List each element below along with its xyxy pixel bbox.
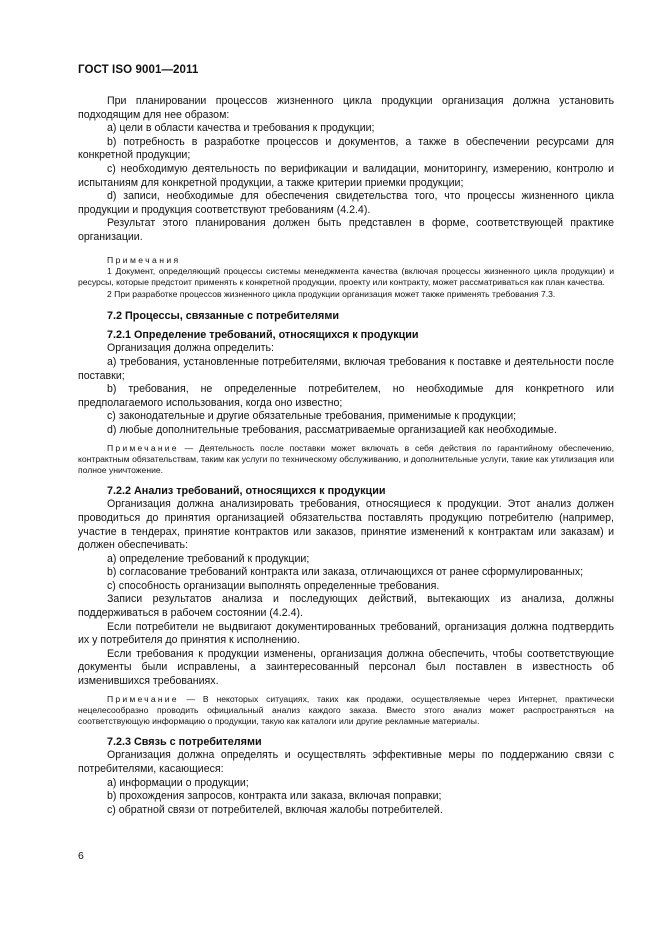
list-item: с) необходимую деятельность по верификации и валидации, мониторингу, измерению, контролю и испытаниям для конкретной продукции, а также критерии приемки продукции; [78, 162, 614, 189]
list-item: с) законодательные и другие обязательные требования, применимые к продукции; [107, 410, 517, 423]
list-item: с) обратной связи от потребителей, включая жалобы потребителей. [107, 803, 443, 816]
subsection-heading: 7.2.2 Анализ требований, относящихся к продукции [107, 484, 386, 497]
note-text: — В некоторых ситуациях, таких как продажи, осуществляемые через Интернет, практически нецелесообразно проводить официальный анализ каждого заказа. Вместо этого анализ может распространяться на соответствующую информацию о продукции, такую как каталоги или другие рекламные материалы. [78, 693, 614, 727]
list-item: а) требования, установленные потребителями, включая требования к поставке и деятельности после поставки; [78, 355, 614, 382]
paragraph: При планировании процессов жизненного цикла продукции организация должна установить подходящим для нее образом: [78, 95, 614, 121]
list-item: а) информации о продукции; [107, 776, 249, 789]
list-item: с) способность организации выполнять определенные требования. [107, 579, 440, 592]
paragraph: Организация должна анализировать требования, относящиеся к продукции. Этот анализ должен проводиться до принятия организацией обязательства поставлять продукцию потребителю (например, участие в тендерах, принятие контрактов или заказов, принятие изменений к контрактам или заказам) и должен обеспечивать: [78, 498, 614, 552]
list-item: b) потребность в разработке процессов и документов, а также в обеспечении ресурсами для конкретной продукции; [78, 135, 614, 162]
paragraph: Если потребители не выдвигают документированных требований, организация должна подтвердить их у потребителя до принятия к исполнению. [78, 620, 614, 647]
note-text: — Деятельность после поставки может включать в себя действия по гарантийному обеспечению, контрактным обязательствам, таким как услуги по техническому обслуживанию, и дополнительные услуги, такие как утилизация или полное уничтожение. [78, 442, 614, 476]
note-label: Примечание [107, 442, 179, 453]
note-item: 2 При разработке процессов жизненного цикла продукции организация может также применять требования 7.3. [107, 288, 556, 299]
note [78, 443, 614, 477]
page-number: 6 [78, 850, 84, 862]
page-content [78, 95, 614, 817]
list-item: а) определение требований к продукции; [107, 552, 310, 565]
note-label: Примечание [107, 693, 179, 704]
list-item: b) согласование требований контракта или заказа, отличающихся от ранее сформулированных; [107, 566, 584, 579]
paragraph: Организация должна определять и осуществлять эффективные меры по поддержанию связи с потребителями, касающиеся: [78, 749, 614, 776]
note [78, 694, 614, 728]
section-heading: 7.2 Процессы, связанные с потребителями [107, 310, 339, 323]
paragraph: Если требования к продукции изменены, организация должна обеспечить, чтобы соответствующие документы были исправлены, а заинтересованный персонал был поставлен в известность об изменившихся требованиях. [78, 647, 614, 688]
list-item: а) цели в области качества и требования к продукции; [107, 122, 375, 135]
list-item: b) требования, не определенные потребителем, но необходимые для конкретного или предполагаемого использования, когда оно известно; [78, 383, 614, 409]
document-header: ГОСТ ISO 9001—2011 [78, 64, 199, 76]
note-item: 1 Документ, определяющий процессы системы менеджмента качества (включая процессы жизненного цикла продукции) и ресурсы, которые предстоит применять к конкретной продукции, проекту или контракту, может рассматриваться как план качества. [78, 265, 614, 288]
paragraph: Записи результатов анализа и последующих действий, вытекающих из анализа, должны поддерживаться в рабочем состоянии (4.2.4). [78, 593, 614, 620]
subsection-heading: 7.2.3 Связь с потребителями [107, 735, 262, 748]
paragraph: Организация должна определить: [107, 342, 274, 355]
list-item: d) любые дополнительные требования, рассматриваемые организацией как необходимые. [107, 423, 557, 436]
notes-heading: Примечания [107, 254, 181, 265]
subsection-heading: 7.2.1 Определение требований, относящихся к продукции [107, 328, 419, 341]
list-item: b) прохождения запросов, контракта или заказа, включая поправки; [107, 790, 442, 803]
paragraph: Результат этого планирования должен быть представлен в форме, соответствующей практике организации. [78, 217, 614, 243]
list-item: d) записи, необходимые для обеспечения свидетельства того, что процессы жизненного цикла продукции и продукция соответствуют требованиям (4.2.4). [78, 190, 614, 216]
